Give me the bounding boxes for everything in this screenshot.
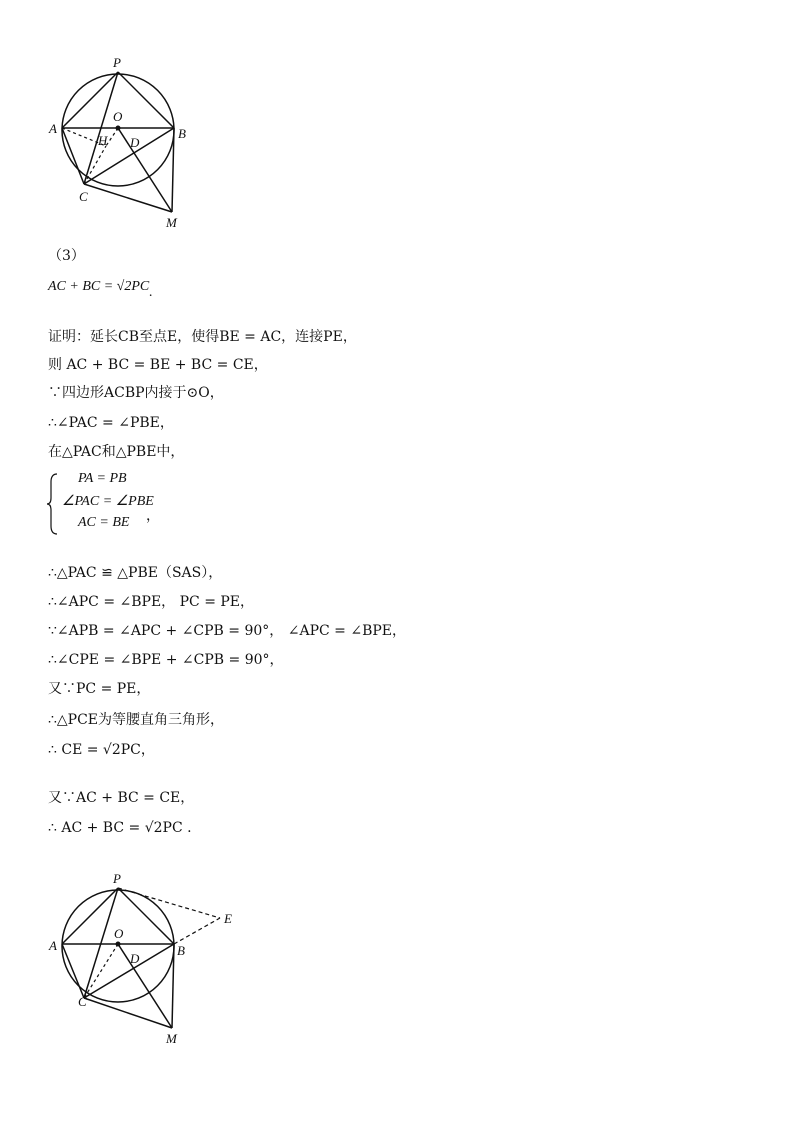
claim-period: . — [149, 285, 153, 300]
figure-top-svg — [40, 50, 220, 235]
label-b-2: B — [177, 943, 185, 958]
proof-line-6: ∴△PAC ≌ △PBE（SAS）， — [48, 565, 223, 581]
segment-oc-dashed — [84, 944, 118, 998]
system-eq-2: ∠PAC = ∠PBE — [62, 494, 154, 509]
label-o: O — [113, 109, 123, 124]
label-h: H — [98, 133, 108, 148]
proof-line-12: ∴ CE = √2PC， — [48, 742, 155, 758]
label-d-2: D — [130, 951, 140, 966]
proof-line-14: ∴ AC + BC = √2PC . — [48, 820, 192, 836]
label-o-2: O — [114, 926, 124, 941]
segment-be-dashed — [174, 918, 220, 944]
segment-ac-2 — [62, 944, 84, 998]
label-e-2: E — [224, 911, 232, 926]
claim — [48, 277, 153, 300]
label-a-2: A — [49, 938, 57, 953]
figure-bottom-svg — [40, 868, 250, 1053]
part-label: （3） — [48, 248, 85, 264]
proof-line-13: 又∵AC + BC = CE， — [48, 790, 195, 806]
proof-line-1: 证明：延长CB至点E，使得BE = AC，连接PE， — [48, 329, 357, 345]
system-eq-1: PA = PB — [78, 471, 127, 486]
label-m: M — [166, 215, 177, 230]
label-b: B — [178, 126, 186, 141]
label-m-2: M — [166, 1031, 177, 1046]
proof-line-8: ∵∠APB = ∠APC + ∠CPB = 90°， ∠APC = ∠BPE， — [48, 623, 406, 639]
proof-line-7: ∴∠APC = ∠BPE， PC = PE， — [48, 594, 255, 610]
proof-line-5: 在△PAC和△PBE中， — [48, 444, 185, 460]
label-c-2: C — [78, 994, 87, 1009]
segment-om — [118, 128, 172, 212]
proof-line-2: 则 AC + BC = BE + BC = CE， — [48, 357, 268, 373]
segment-cm-2 — [84, 998, 172, 1028]
segment-ac — [62, 128, 84, 184]
label-c: C — [79, 189, 88, 204]
proof-line-3: ∵四边形ACBP内接于⊙O， — [48, 385, 224, 401]
geometry-figure-top — [40, 50, 220, 235]
claim-text: AC + BC = √2PC — [48, 279, 150, 294]
segment-ch-dashed — [84, 146, 106, 184]
proof-line-9: ∴∠CPE = ∠BPE + ∠CPB = 90°， — [48, 652, 284, 668]
center-dot-o-2 — [116, 942, 121, 947]
proof-line-11: ∴△PCE为等腰直角三角形， — [48, 712, 225, 728]
label-p: P — [113, 55, 121, 70]
segment-oh-dashed — [106, 128, 118, 146]
label-p-2: P — [113, 871, 121, 886]
proof-line-4: ∴∠PAC = ∠PBE， — [48, 415, 174, 431]
system-eq-3: AC = BE — [78, 515, 130, 530]
center-dot-o — [116, 126, 121, 131]
label-a: A — [49, 121, 57, 136]
proof-line-10: 又∵PC = PE， — [48, 681, 151, 697]
segment-om-2 — [118, 944, 172, 1028]
system-brace — [46, 472, 60, 536]
label-d: D — [130, 135, 140, 150]
system-comma: ， — [146, 509, 160, 524]
geometry-figure-bottom — [40, 868, 250, 1053]
segment-cm — [84, 184, 172, 212]
